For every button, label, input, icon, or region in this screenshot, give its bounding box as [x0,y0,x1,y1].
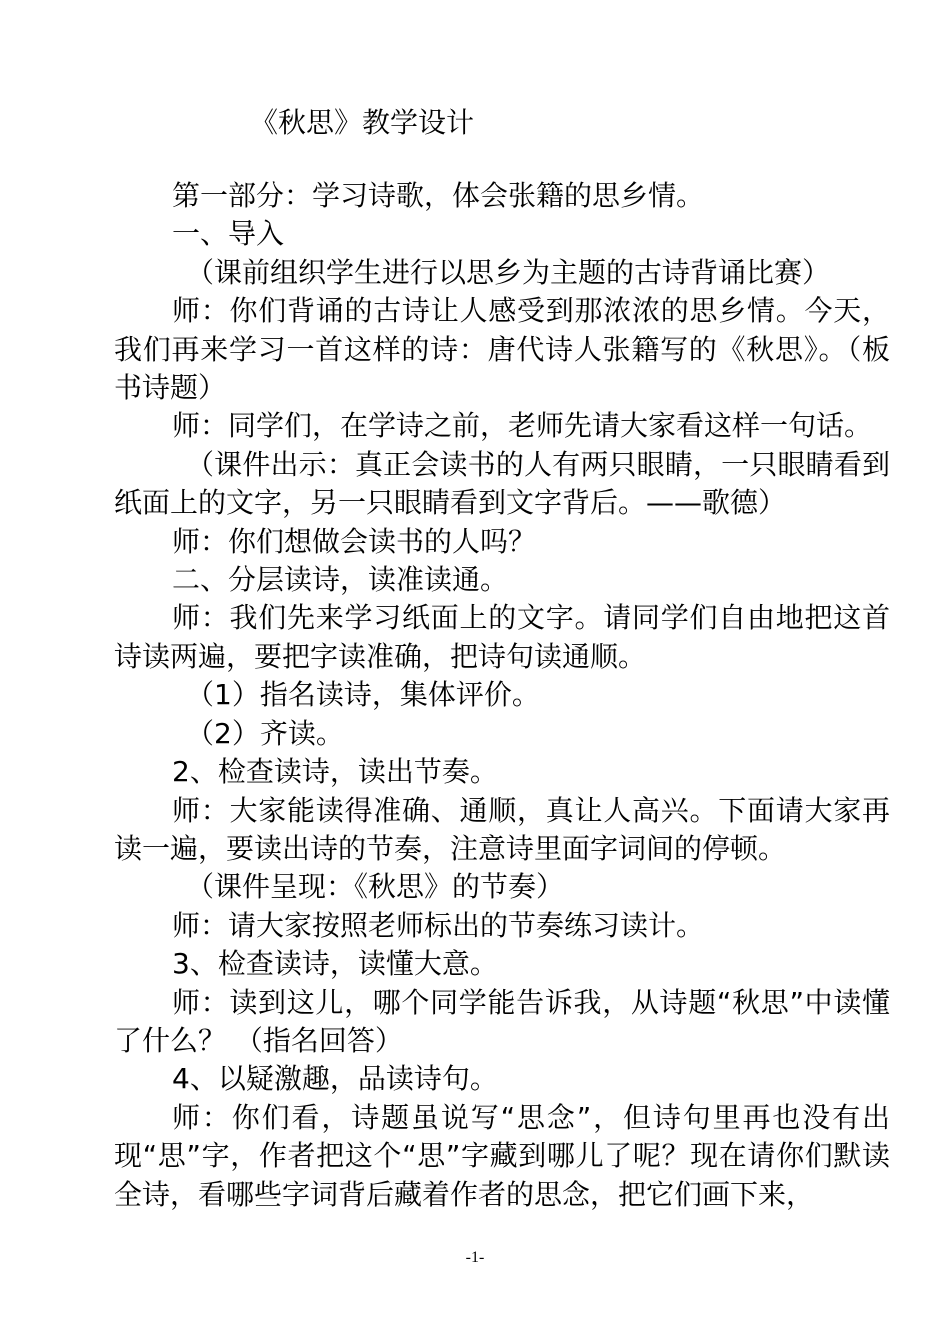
document-paragraph: 师：同学们，在学诗之前，老师先请大家看这样一句话。 [172,409,873,443]
document-paragraph: 二、分层读诗，读准读通。 [172,563,509,597]
document-paragraph: 4、以疑激趣，品读诗句。 [172,1062,498,1096]
document-paragraph: 师：你们想做会读书的人吗？ [172,524,537,558]
document-paragraph: （课前组织学生进行以思乡为主题的古诗背诵比赛） [186,255,831,289]
document-paragraph: （2）齐读。 [186,716,344,750]
document-paragraph: 2、检查读诗，读出节奏。 [172,755,498,789]
document-paragraph: 师：请大家按照老师标出的节奏练习读计。 [172,908,705,942]
document-paragraph: （课件呈现：《秋思》的节奏） [186,870,565,904]
document-paragraph: （课件出示：真正会读书的人有两只眼睛，一只眼睛看到纸面上的文字，另一只眼睛看到文字背后。——歌德） [114,447,890,520]
document-paragraph: 师：我们先来学习纸面上的文字。请同学们自由地把这首诗读两遍，要把字读准确，把诗句读通顺。 [114,601,890,673]
document-paragraph: 师：读到这儿，哪个同学能告诉我，从诗题“秋思”中读懂了什么？ （指名回答） [114,985,890,1057]
document-paragraph: 第一部分：学习诗歌，体会张籍的思乡情。 [172,179,705,212]
document-paragraph: 一、导入 [172,217,285,251]
document-paragraph: （1）指名读诗，集体评价。 [186,678,540,712]
document-paragraph: 师：大家能读得准确、通顺，真让人高兴。下面请大家再读一遍，要读出诗的节奏，注意诗里面字词间的停顿。 [114,793,890,865]
document-paragraph: 3、检查读诗，读懂大意。 [172,947,498,981]
page-number: -1- [465,1249,485,1266]
document-paragraph: 师：你们背诵的古诗让人感受到那浓浓的思乡情。今天，我们再来学习一首这样的诗：唐代诗人张籍写的《秋思》。（板书诗题） [114,294,890,405]
document-title: 《秋思》教学设计 [250,106,475,139]
document-paragraph: 师：你们看，诗题虽说写“思念”，但诗句里再也没有出现“思”字，作者把这个“思”字藏到哪儿了呢？现在请你们默读全诗，看哪些字词背后藏着作者的思念，把它们画下来， [114,1100,890,1211]
document-body [114,177,890,1214]
